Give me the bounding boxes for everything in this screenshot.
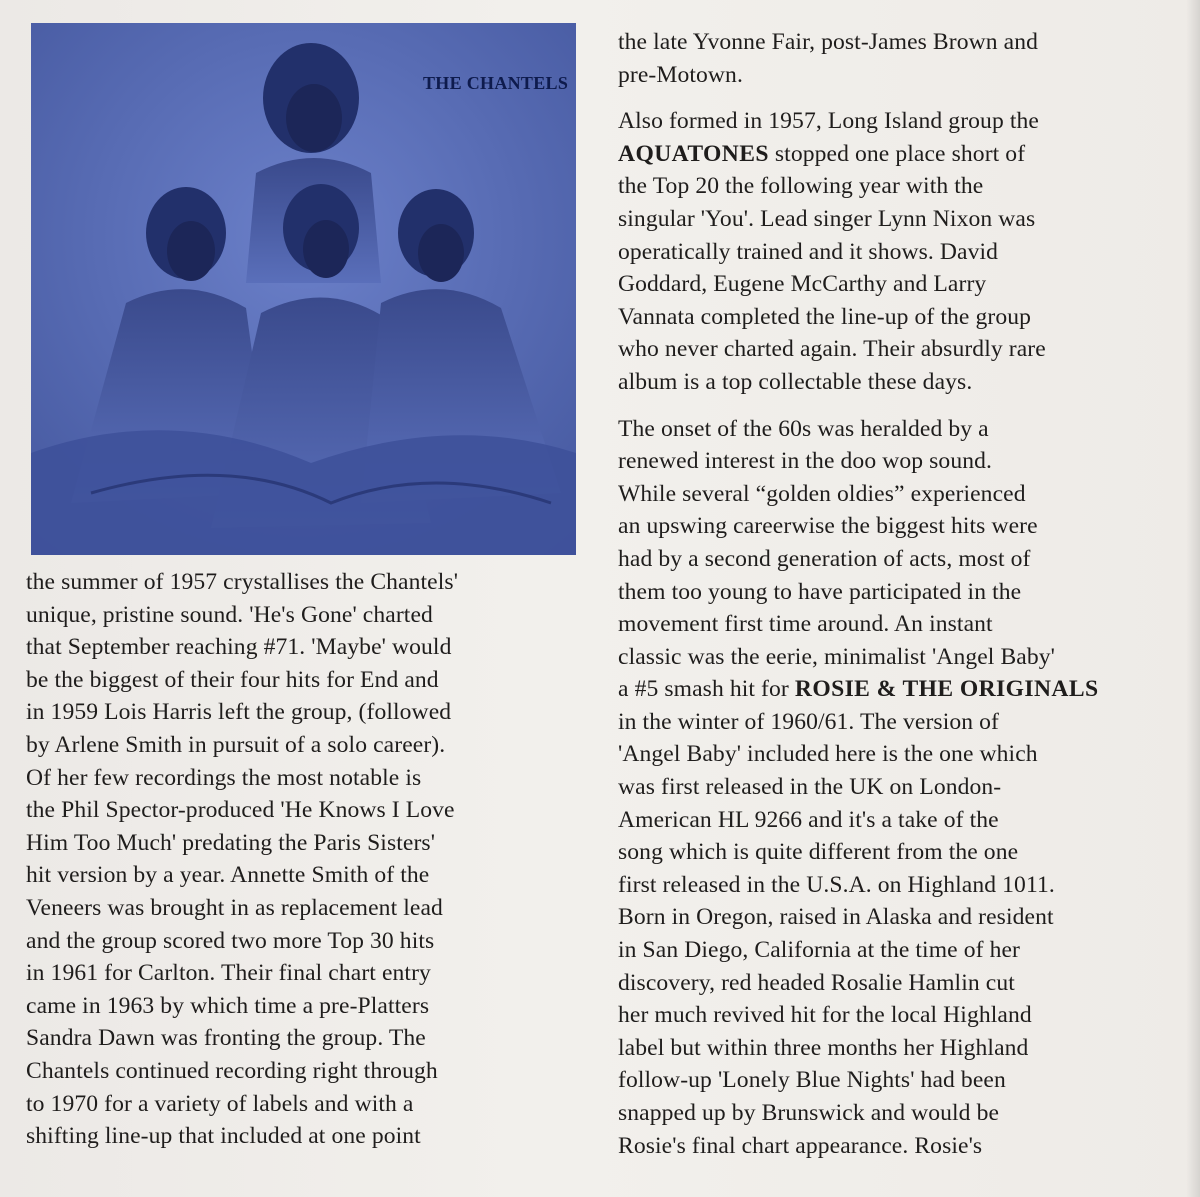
text-line: label but within three months her Highland bbox=[618, 1034, 1029, 1061]
text-line: an upswing careerwise the biggest hits were bbox=[618, 513, 1038, 540]
text-line: album is a top collectable these days. bbox=[618, 368, 973, 395]
text-line: came in 1963 by which time a pre-Platters bbox=[26, 992, 430, 1019]
text-line: was first released in the UK on London- bbox=[618, 774, 1002, 801]
text-line: and the group scored two more Top 30 hits bbox=[26, 927, 435, 954]
group-photo-image bbox=[31, 23, 576, 555]
text-line: had by a second generation of acts, most of bbox=[618, 545, 1031, 572]
paragraph bbox=[618, 105, 1178, 398]
text-line: the summer of 1957 crystallises the Chantels' bbox=[26, 569, 459, 595]
text-line: discovery, red headed Rosalie Hamlin cut bbox=[618, 969, 1015, 996]
paragraph bbox=[618, 26, 1178, 91]
text-line: Rosie's final chart appearance. Rosie's bbox=[618, 1132, 983, 1159]
text-line: Also formed in 1957, Long Island group the bbox=[618, 108, 1039, 135]
text-line: Of her few recordings the most notable is bbox=[26, 764, 422, 791]
text-line: Chantels continued recording right through bbox=[26, 1057, 438, 1084]
artist-name: ROSIE & THE ORIGINALS bbox=[794, 676, 1099, 703]
text-line: singular 'You'. Lead singer Lynn Nixon was bbox=[618, 205, 1036, 232]
text-line: by Arlene Smith in pursuit of a solo career). bbox=[26, 731, 446, 758]
text-line: Goddard, Eugene McCarthy and Larry bbox=[618, 271, 987, 298]
text-line: first released in the U.S.A. on Highland 1011. bbox=[618, 871, 1055, 898]
text-line: be the biggest of their four hits for End and bbox=[26, 666, 439, 693]
text-line: classic was the eerie, minimalist 'Angel Baby' bbox=[618, 643, 1056, 670]
text-line: pre-Motown. bbox=[618, 61, 743, 88]
text-line: that September reaching #71. 'Maybe' would bbox=[26, 634, 452, 661]
text-line: follow-up 'Lonely Blue Nights' had been bbox=[618, 1067, 1006, 1094]
text-line: Veneers was brought in as replacement lead bbox=[26, 894, 443, 921]
page-fold-shadow bbox=[1186, 0, 1200, 1197]
text-fragment: stopped one place short of bbox=[768, 140, 1026, 167]
text-line: to 1970 for a variety of labels and with a bbox=[26, 1090, 414, 1117]
text-line bbox=[618, 138, 1178, 171]
group-photo bbox=[31, 23, 576, 555]
artist-name: AQUATONES bbox=[618, 140, 769, 167]
right-text-column bbox=[618, 26, 1178, 1162]
text-line: them too young to have participated in the bbox=[618, 578, 1022, 605]
text-line: The onset of the 60s was heralded by a bbox=[618, 415, 989, 442]
text-fragment: a #5 smash hit for bbox=[618, 676, 795, 703]
text-line: While several “golden oldies” experienced bbox=[618, 480, 1026, 507]
text-line: 'Angel Baby' included here is the one which bbox=[618, 741, 1038, 768]
text-line: Vannata completed the line-up of the group bbox=[618, 303, 1032, 330]
text-line: American HL 9266 and it's a take of the bbox=[618, 806, 999, 833]
text-line: song which is quite different from the one bbox=[618, 839, 1019, 866]
text-line: movement first time around. An instant bbox=[618, 611, 993, 638]
text-line: in 1961 for Carlton. Their final chart entry bbox=[26, 960, 431, 987]
text-line: unique, pristine sound. 'He's Gone' charted bbox=[26, 601, 433, 628]
text-line bbox=[618, 673, 1178, 706]
text-line: in the winter of 1960/61. The version of bbox=[618, 708, 999, 735]
text-line: the late Yvonne Fair, post-James Brown and bbox=[618, 29, 1039, 55]
text-line: operatically trained and it shows. David bbox=[618, 238, 999, 265]
text-line: in San Diego, California at the time of her bbox=[618, 937, 1021, 964]
text-line: snapped up by Brunswick and would be bbox=[618, 1100, 1000, 1126]
text-line: who never charted again. Their absurdly rare bbox=[618, 336, 1046, 363]
text-line: Born in Oregon, raised in Alaska and resident bbox=[618, 904, 1054, 931]
text-line: shifting line-up that included at one point bbox=[26, 1123, 421, 1150]
left-text-column bbox=[26, 566, 586, 1153]
text-line: in 1959 Lois Harris left the group, (followed bbox=[26, 699, 452, 726]
paragraph bbox=[618, 413, 1178, 1163]
text-line: the Top 20 the following year with the bbox=[618, 173, 984, 200]
photo-caption: THE CHANTELS bbox=[423, 73, 569, 93]
text-line: the Phil Spector-produced 'He Knows I Love bbox=[26, 797, 455, 824]
text-line: Him Too Much' predating the Paris Sisters' bbox=[26, 829, 436, 856]
text-line: renewed interest in the doo wop sound. bbox=[618, 448, 993, 475]
text-line: Sandra Dawn was fronting the group. The bbox=[26, 1025, 426, 1052]
text-line: hit version by a year. Annette Smith of the bbox=[26, 862, 430, 889]
text-line: her much revived hit for the local Highland bbox=[618, 1002, 1032, 1029]
